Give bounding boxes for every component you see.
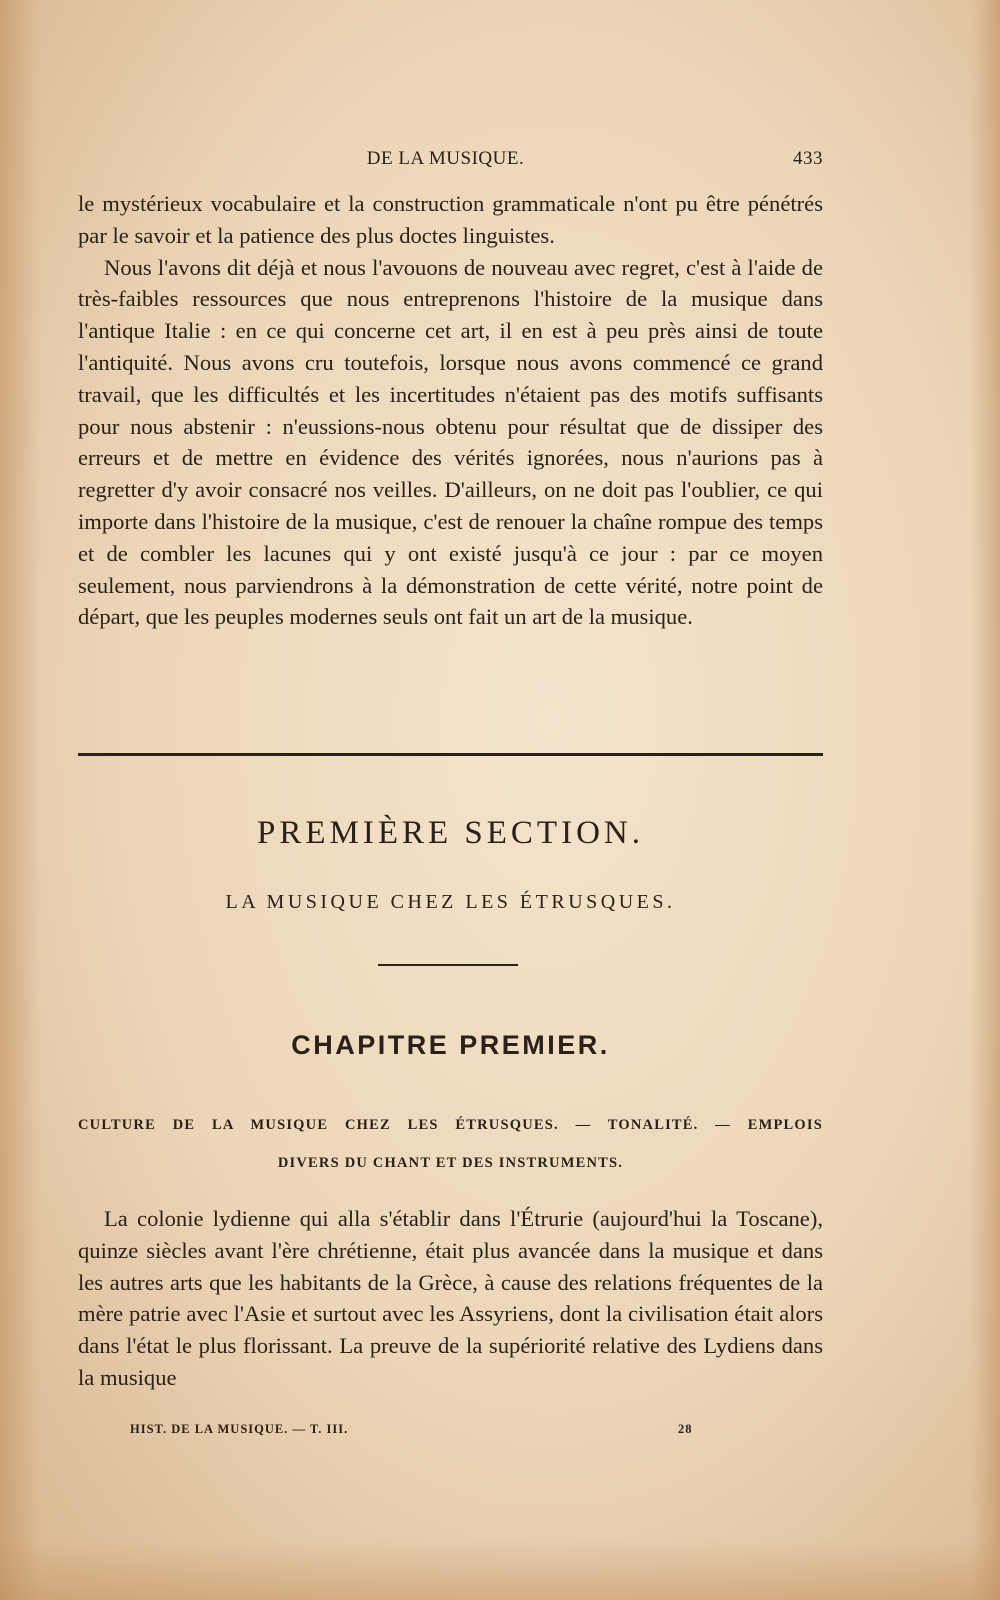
opening-text	[78, 188, 823, 633]
signature-mark: HIST. DE LA MUSIQUE. — T. III.	[130, 1422, 349, 1436]
page-footer-signature	[130, 1422, 730, 1437]
page-number: 433	[793, 148, 823, 169]
opening-paragraph: Nous l'avons dit déjà et nous l'avouons de nouveau avec regret, c'est à l'aide de très-faibles ressources que nous entreprenons l'histoire de la musique dans l'antique Italie : en ce qui concerne cet art, il en est à peu près ainsi de toute l'antiquité. Nous avons cru toutefois, lorsque nous avons commencé ce grand travail, que les difficultés et les incertitudes n'étaient pas des motifs suffisants pour nous abstenir : n'eussions-nous obtenu pour résultat que de dissiper des erreurs et de mettre en évidence des vérités ignorées, nous n'aurions pas à regretter d'y avoir consacré nos veilles. D'ailleurs, on ne doit pas l'oublier, ce qui importe dans l'histoire de la musique, c'est de renouer la chaîne rompue des temps et de combler les lacunes qui y ont existé jusqu'à ce jour : par ce moyen seulement, nous parviendrons à la démonstration de cette vérité, notre point de départ, que les peuples modernes seuls ont fait un art de la musique.	[78, 254, 823, 630]
chapter-text	[78, 1203, 823, 1394]
chapter-paragraph: La colonie lydienne qui alla s'établir dans l'Étrurie (aujourd'hui la Toscane), quinze siècles avant l'ère chrétienne, était plus avancée dans la musique et dans les autres arts que les habitants de la Grèce, à cause des relations fréquentes de la mère patrie avec l'Asie et surtout avec les Assyriens, dont la civilisation était alors dans l'état le plus florissant. La preuve de la supériorité relative des Lydiens dans la musique	[78, 1206, 823, 1390]
opening-paragraph-continued: le mystérieux vocabulaire et la construction grammaticale n'ont pu être pénétrés par le savoir et la patience des plus doctes linguistes.	[78, 191, 823, 248]
section-divider-rule	[78, 753, 823, 756]
chapter-summary-line-2: DIVERS DU CHANT ET DES INSTRUMENTS.	[277, 1155, 624, 1171]
running-head-title: DE LA MUSIQUE.	[366, 148, 525, 169]
signature-number: 28	[678, 1422, 693, 1436]
running-head	[78, 148, 823, 172]
section-short-rule	[378, 964, 518, 966]
section-subtitle: LA MUSIQUE CHEZ LES ÉTRUSQUES.	[225, 891, 676, 913]
page-edge-shadow-left	[0, 0, 40, 1600]
page-edge-shadow-bottom	[0, 1540, 1000, 1600]
chapter-summary	[78, 1106, 823, 1182]
section-title: PREMIÈRE SECTION.	[256, 815, 644, 851]
chapter-title: CHAPITRE PREMIER.	[291, 1030, 610, 1060]
chapter-summary-line-1: CULTURE DE LA MUSIQUE CHEZ LES ÉTRUSQUES. — TONALITÉ. — EMPLOIS	[78, 1117, 823, 1133]
page-edge-shadow-right	[970, 0, 1000, 1600]
